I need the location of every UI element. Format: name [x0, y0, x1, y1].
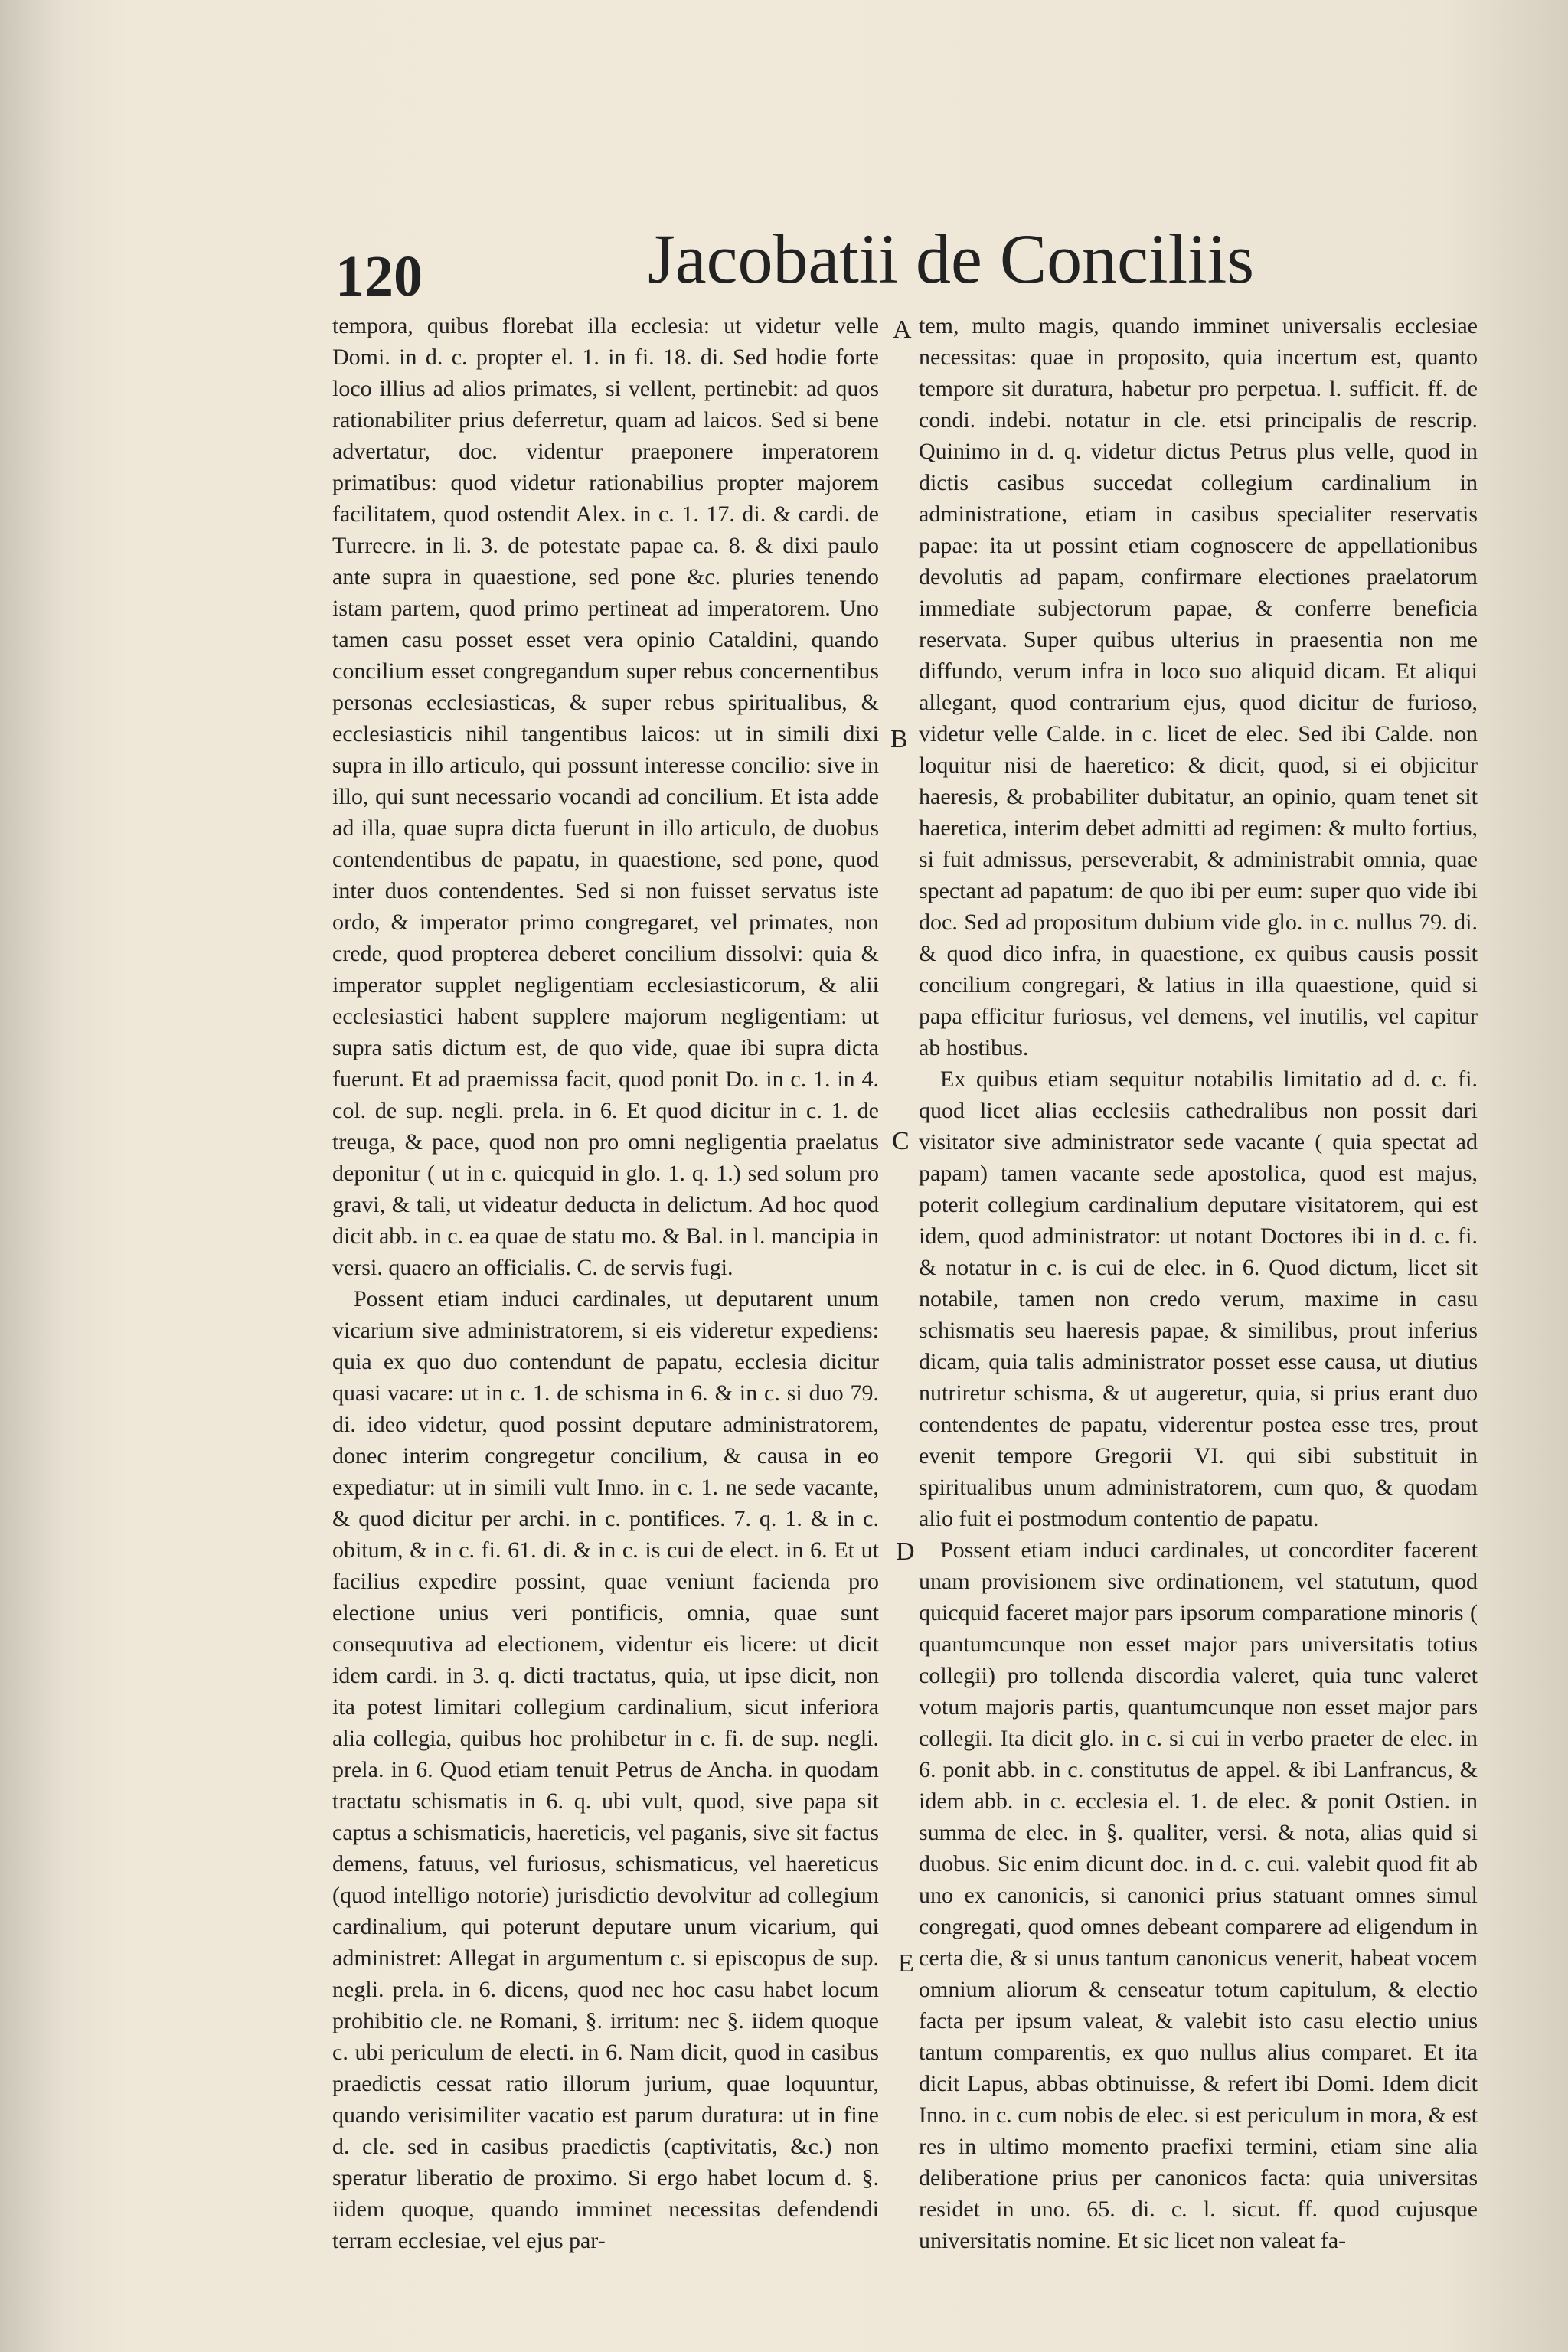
left-text-column [332, 310, 879, 2316]
right-paragraph-2: Ex quibus etiam sequitur notabilis limitatio ad d. c. fi. quod licet alias ecclesiis cathedralibus non possit dari visitator sive administrator sede vacante ( quia spectat ad papam) tamen vacante sede apostolica, quod est majus, poterit collegium cardinalium deputare visitatorem, qui est idem, quod administrator: ut notant Doctores ibi in d. c. fi. & notatur in c. is cui de elec. in 6. Quod dictum, licet sit notabile, tamen non credo verum, maxime in casu schismatis seu haeresis papae, & similibus, prout inferius dicam, quia talis administrator posset esse causa, ut diutius nutriretur schisma, & ut augeretur, quia, si prius erant duo contendentes de papatu, viderentur postea esse tres, prout evenit tempore Gregorii VI. qui sibi substituit in spiritualibus unum administratorem, cum quo, & quodam alio fuit ei postmodum contentio de papatu. [919, 1067, 1478, 1531]
margin-letter-a: A [893, 315, 912, 344]
margin-letter-d: D [896, 1537, 915, 1566]
margin-letter-b: B [890, 725, 908, 753]
right-text-column [919, 310, 1478, 2316]
running-title: Jacobatii de Conciliis [648, 220, 1255, 298]
margin-letter-e: E [898, 1949, 914, 1978]
margin-letter-c: C [892, 1127, 910, 1155]
left-paragraph-2: Possent etiam induci cardinales, ut deputarent unum vicarium sive administratorem, si eis videretur expediens: quia ex quo duo contendunt de papatu, ecclesia dicitur quasi vacare: ut in c. 1. de schisma in 6. & in c. si duo 79. di. ideo videtur, quod possint deputare administratorem, donec interim congregetur concilium, & causa in eo expediatur: ut in simili vult Inno. in c. 1. ne sede vacante, & quod dicitur per archi. in c. pontifices. 7. q. 1. & in c. obitum, & in c. fi. 61. di. & in c. is cui de elect. in 6. Et ut facilius expedire possint, quae veniunt facienda pro electione unius veri pontificis, omnia, quae sunt consequutiva ad electionem, videntur eis licere: ut dicit idem cardi. in 3. q. dicti tractatus, quia, ut ipse dicit, non ita potest limitari collegium cardinalium, sicut inferiora alia collegia, quibus hoc prohibetur in c. fi. de sup. negli. prela. in 6. Quod etiam tenuit Petrus de Ancha. in quodam tractatu schismatis in 6. q. ubi vult, quod, sive papa sit captus a schismaticis, haereticis, vel paganis, sive sit factus demens, fatuus, vel furiosus, schismaticus, vel haereticus (quod intelligo notorie) jurisdictio devolvitur ad collegium cardinalium, qui poterunt deputare unum vicarium, qui administret: Allegat in argumentum c. si episcopus de sup. negli. prela. in 6. dicens, quod nec hoc casu habet locum prohibitio cle. ne Romani, §. irritum: nec §. iidem quoque c. ubi periculum de electi. in 6. Nam dicit, quod in casibus praedictis cessat ratio illorum jurium, quae loquuntur, quando verisimiliter vacatio est parum duratura: ut in fine d. cle. sed in casibus praedictis (captivitatis, &c.) non speratur liberatio de proximo. Si ergo habet locum d. §. iidem quoque, quando imminet necessitas defendendi terram ecclesiae, vel ejus par- [332, 1286, 879, 2253]
right-paragraph-1: tem, multo magis, quando imminet universalis ecclesiae necessitas: quae in proposito, quia incertum est, quanto tempore sit duratura, habetur pro perpetua. l. sufficit. ff. de condi. indebi. notatur in cle. etsi principalis de rescrip. Quinimo in d. q. videtur dictus Petrus plus velle, quod in dictis casibus succedat collegium cardinalium in administratione, etiam in casibus specialiter reservatis papae: ita ut possint etiam cognoscere de appellationibus devolutis ad papam, confirmare electiones praelatorum immediate subjectorum papae, & conferre beneficia reservata. Super quibus ulterius in praesentia non me diffundo, verum infra in loco suo aliquid dicam. Et aliqui allegant, quod contrarium ejus, quod dicitur de furioso, videtur velle Calde. in c. licet de elec. Sed ibi Calde. non loquitur nisi de haeretico: & dicit, quod, si ei objicitur haeresis, & probabiliter dubitatur, an opinio, quam tenet sit haeretica, interim debet admitti ad regimen: & multo fortius, si fuit admissus, perseverabit, & administrabit omnia, quae spectant ad papatum: de quo ibi per eum: super quo vide ibi doc. Sed ad propositum dubium vide glo. in c. nullus 79. di. & quod dico infra, in quaestione, ex quibus causis possit concilium congregari, & latius in illa quaestione, quid si papa efficitur furiosus, vel demens, vel inutilis, vel capitur ab hostibus. [919, 313, 1478, 1060]
page-number: 120 [335, 244, 423, 309]
right-paragraph-3: Possent etiam induci cardinales, ut concorditer facerent unam provisionem sive ordinationem, vel statutum, quod quicquid faceret major pars ipsorum comparatione minoris ( quantumcunque non esset major pars universitatis totius collegii) pro tollenda discordia valeret, quia tunc valeret votum majoris partis, quantumcunque non esset major pars collegii. Ita dicit glo. in c. si cui in verbo praeter de elec. in 6. ponit abb. in c. constitutus de appel. & ibi Lanfrancus, & idem abb. in c. ecclesia el. 1. de elec. & ponit Ostien. in summa de elec. in §. qualiter, versi. & nota, alias quid si duobus. Sic enim dicunt doc. in d. c. cui. valebit quod fit ab uno ex canonicis, si canonici prius statuant omnes simul congregati, quod omnes debeant comparere ad eligendum in certa die, & si unus tantum canonicus venerit, habeat vocem omnium aliorum & censeatur totum capitulum, & electio facta per ipsum valeat, & valebit isto casu electio unius tantum comparentis, ex quo nullus alius comparet. Et ita dicit Lapus, abbas obtinuisse, & refert ibi Domi. Idem dicit Inno. in c. cum nobis de elec. si est periculum in mora, & est res in ultimo momento praefixi termini, etiam sine alia deliberatione prius per canonicos facta: quia universitas residet in uno. 65. di. c. l. sicut. ff. quod cujusque universitatis nomine. Et sic licet non valeat fa- [919, 1537, 1478, 2253]
left-paragraph-1: tempora, quibus florebat illa ecclesia: ut videtur velle Domi. in d. c. propter el. 1. in fi. 18. di. Sed hodie forte loco illius ad alios primates, si vellent, pertinebit: ad quos rationabiliter prius deferretur, quam ad laicos. Sed si bene advertatur, doc. videntur praeponere imperatorem primatibus: quod videtur rationabilius propter majorem facilitatem, quod ostendit Alex. in c. 1. 17. di. & cardi. de Turrecre. in li. 3. de potestate papae ca. 8. & dixi paulo ante supra in quaestione, sed pone &c. pluries tenendo istam partem, quod primo pertineat ad imperatorem. Uno tamen casu posset esset vera opinio Cataldini, quando concilium esset congregandum super rebus concernentibus personas ecclesiasticas, & super rebus spiritualibus, & ecclesiasticis nihil tangentibus laicos: ut in simili dixi supra in illo articulo, qui possunt interesse concilio: sive in illo, qui sunt necessario vocandi ad concilium. Et ista adde ad illa, quae supra dicta fuerunt in illo articulo, de duobus contendentibus de papatu, in quaestione, sed pone, quod inter duos contendentes. Sed si non fuisset servatus iste ordo, & imperator primo congregaret, vel primates, non crede, quod propterea deberet concilium dissolvi: quia & imperator supplet negligentiam ecclesiasticorum, & alii ecclesiastici habent supplere majorum negligentiam: ut supra satis dictum est, de quo vide, quae ibi supra dicta fuerunt. Et ad praemissa facit, quod ponit Do. in c. 1. in 4. col. de sup. negli. prela. in 6. Et quod dicitur in c. 1. de treuga, & pace, quod non pro omni negligentia praelatus deponitur ( ut in c. quicquid in glo. 1. q. 1.) sed solum pro gravi, & tali, ut videatur deducta in delictum. Ad hoc quod dicit abb. in c. ea quae de statu mo. & Bal. in l. mancipia in versi. quaero an officialis. C. de servis fugi. [332, 313, 879, 1280]
